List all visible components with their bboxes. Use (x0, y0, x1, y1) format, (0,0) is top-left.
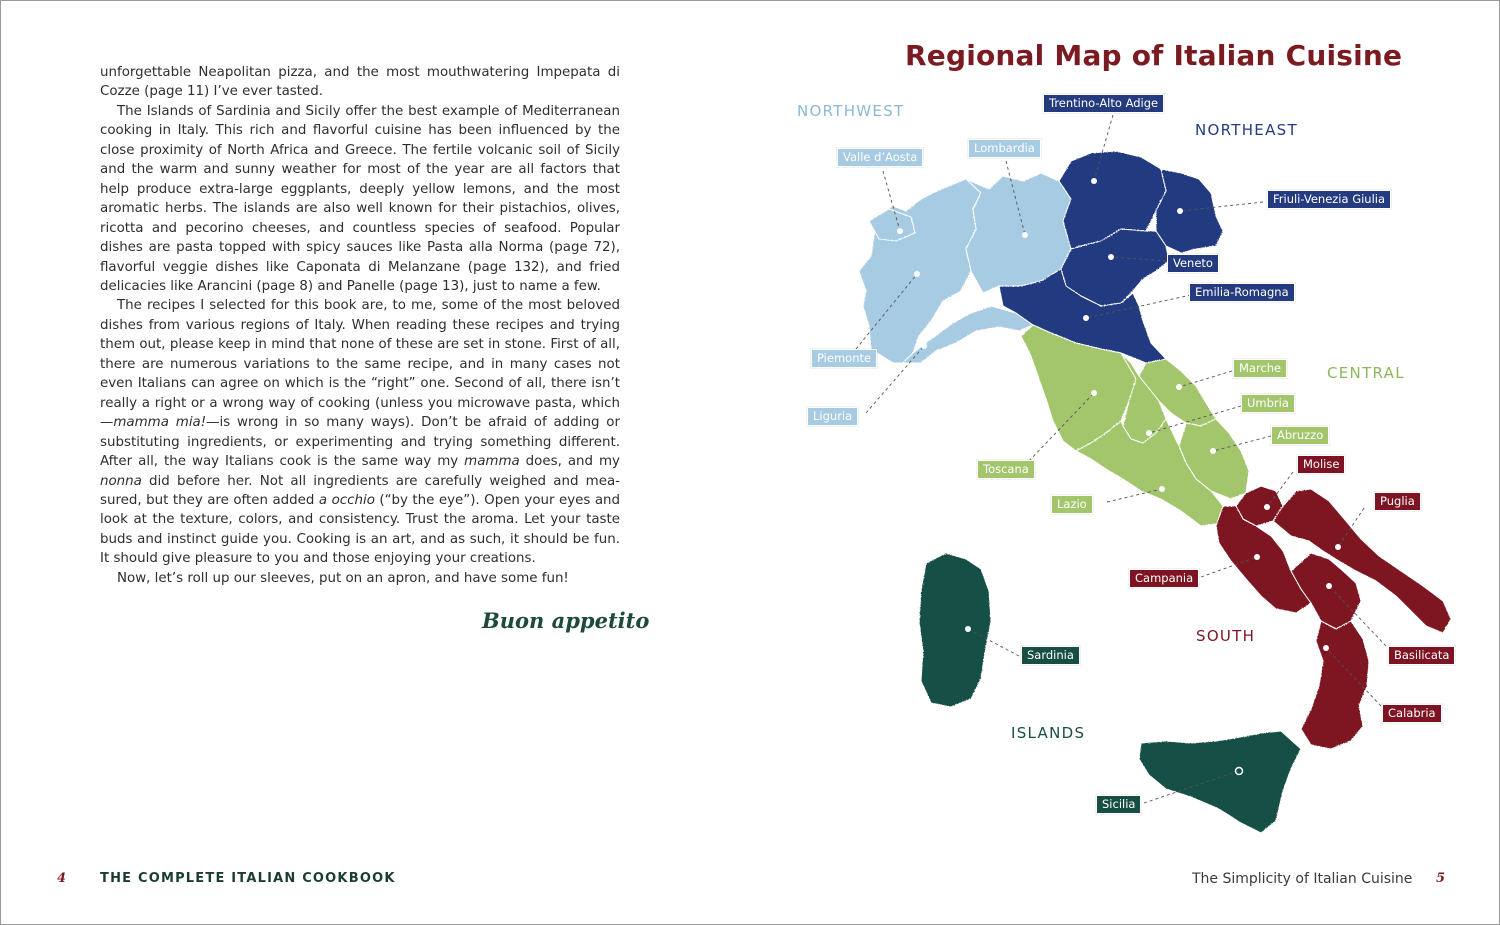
tag-sardinia: Sardinia (1021, 646, 1080, 665)
dot-veneto (1108, 254, 1114, 260)
tag-marche: Marche (1233, 359, 1287, 378)
tag-puglia: Puglia (1374, 492, 1421, 511)
area-islands: ISLANDS (1011, 724, 1086, 742)
dot-trentino (1091, 178, 1097, 184)
body-text-run: unforgettable Neapolitan pizza, and the most mouthwatering Impepata di Cozze (page 11) I’ve ever tasted. (100, 65, 620, 100)
tag-toscana: Toscana (977, 460, 1035, 479)
tag-veneto: Veneto (1167, 254, 1219, 273)
dot-valle-daosta (897, 228, 903, 234)
body-paragraph (100, 569, 620, 588)
dot-marche (1176, 384, 1182, 390)
tag-friuli: Friuli-Venezia Giulia (1267, 190, 1391, 209)
area-south: SOUTH (1196, 627, 1256, 645)
area-central: CENTRAL (1327, 364, 1405, 382)
page-number-right: 5 (1436, 871, 1446, 886)
region-sardinia-shape (919, 553, 991, 707)
italic-text: mamma mia! (113, 415, 207, 431)
body-paragraph (100, 102, 620, 297)
italic-text: a occhio (318, 492, 375, 508)
dot-calabria (1323, 645, 1329, 651)
region-friuli-shape (1156, 169, 1223, 253)
dot-lazio (1159, 486, 1165, 492)
dot-umbria (1146, 430, 1152, 436)
dot-campania (1254, 554, 1260, 560)
dot-lombardia (1022, 232, 1028, 238)
dot-basilicata (1326, 583, 1332, 589)
tag-campania: Campania (1129, 569, 1199, 588)
map-title: Regional Map of Italian Cuisine (905, 39, 1403, 72)
body-text-run: The Islands of Sardinia and Sicily offer the best example of Mediterranean cooking in Italy. This rich and flavorful cuisine has been influenced by the close proximity of North Africa and Greece. The fertile volcanic soil of Sicily and the warm and sunny weather for most of the year are all factors that help produce extra-large eggplants, deeply yellow lemons, and the most aromatic herbs. The islands are also well known for their pistachios, olives, ricotta and pecorino cheeses, and countless species of seafood. Popular dishes are pasta topped with spicy sauces like Pasta alla Norma (page 72), flavorful veggie dishes like Caponata di Melanzane (page 132), and fried delicacies like Arancini (page 8) and Panelle (page 13), just to name a few. (100, 103, 620, 294)
italic-text: mamma (464, 454, 520, 470)
region-sicilia-shape (1139, 731, 1301, 833)
area-northeast: NORTHEAST (1195, 121, 1298, 139)
signoff-text: Buon appetito (482, 608, 650, 633)
body-text (100, 63, 620, 588)
area-northwest: NORTHWEST (797, 102, 905, 120)
tag-emilia: Emilia-Romagna (1189, 283, 1295, 302)
tag-abruzzo: Abruzzo (1271, 426, 1329, 445)
dot-liguria (921, 343, 927, 349)
tag-lazio: Lazio (1051, 495, 1093, 514)
body-text-run: (“by the eye”). Open your eyes and look at the texture, colors, and consistency. Trust the aroma. Let your taste buds and instinct guide you. Cooking is an art, and as such, it should be fun. It should give pleasure to you and those enjoying your creations. (100, 492, 621, 567)
region-puglia-shape (1273, 489, 1451, 633)
dot-sardinia (965, 626, 971, 632)
dot-molise (1264, 504, 1270, 510)
tag-umbria: Umbria (1241, 394, 1295, 413)
dot-toscana (1091, 390, 1097, 396)
dot-friuli (1177, 208, 1183, 214)
running-head-right: The Simplicity of Italian Cuisine (1192, 871, 1413, 887)
tag-sicilia: Sicilia (1096, 795, 1141, 814)
tag-liguria: Liguria (807, 407, 858, 426)
italic-text: nonna (100, 473, 142, 489)
region-calabria-shape (1301, 621, 1369, 749)
dot-piemonte (914, 271, 920, 277)
tag-calabria: Calabria (1382, 704, 1442, 723)
tag-basilicata: Basilicata (1388, 646, 1455, 665)
tag-molise: Molise (1297, 455, 1345, 474)
tag-trentino: Trentino-Alto Adige (1043, 94, 1164, 113)
body-text-run: does, and my (519, 454, 620, 470)
dot-emilia (1083, 315, 1089, 321)
tag-piemonte: Piemonte (811, 349, 877, 368)
tag-valle-daosta: Valle d’Aosta (837, 148, 923, 167)
dot-abruzzo (1210, 448, 1216, 454)
body-text-run: —is wrong in so many ways). Don’t be afraid of adding or substituting ingredients, or experimenting and trying something different. After all, the way Italians cook is the same way my (100, 415, 621, 470)
body-text-run: Now, let’s roll up our sleeves, put on an apron, and have some fun! (117, 570, 569, 586)
running-head-left: THE COMPLETE ITALIAN COOKBOOK (100, 871, 396, 886)
body-paragraph (100, 63, 620, 102)
body-text-run: The recipes I selected for this book are, to me, some of the most beloved dishes from various regions of Italy. When reading these recipes and trying them out, please keep in mind that none of these are set in stone. First of all, there are numerous variations to the same recipe, and in many cases not even Italians can agree on which is the “right” one. Second of all, there isn’t really a right or a wrong way of cooking (unless you microwave pasta, which— (100, 298, 620, 431)
body-paragraph (100, 296, 620, 568)
tag-lombardia: Lombardia (968, 139, 1041, 158)
dot-puglia (1335, 544, 1341, 550)
body-text-run: did before her. Not all ingredients are carefully weighed and measured, but they are often added (100, 473, 620, 508)
page-number-left: 4 (57, 871, 67, 886)
